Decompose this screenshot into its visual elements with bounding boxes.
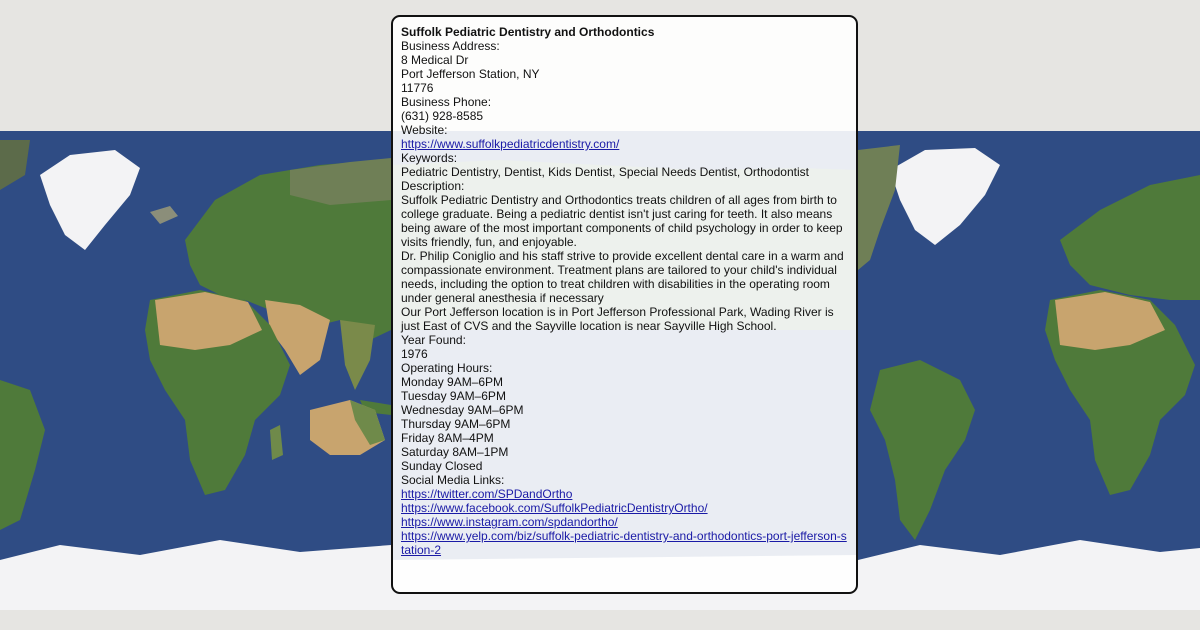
hours-monday: Monday 9AM–6PM	[401, 375, 504, 389]
address-line2: Port Jefferson Station, NY	[401, 67, 540, 81]
business-name: Suffolk Pediatric Dentistry and Orthodontics	[401, 25, 655, 39]
yelp-link[interactable]: https://www.yelp.com/biz/suffolk-pediatric-dentistry-and-orthodontics-port-jefferson-station-2	[401, 529, 847, 557]
description-paragraph-2: Dr. Philip Coniglio and his staff strive to provide excellent dental care in a warm and compassionate environment. Treatment plans are tailored to your child's individual needs, including the option to treat children with disabilities in the operating room under general anesthesia if necessary	[401, 249, 844, 305]
phone-number: (631) 928-8585	[401, 109, 484, 123]
hours-saturday: Saturday 8AM–1PM	[401, 445, 509, 459]
social-label: Social Media Links:	[401, 473, 505, 487]
website-link[interactable]: https://www.suffolkpediatricdentistry.com/	[401, 137, 620, 151]
business-info-card	[391, 15, 858, 594]
description-label: Description:	[401, 179, 465, 193]
hours-friday: Friday 8AM–4PM	[401, 431, 494, 445]
keywords-text: Pediatric Dentistry, Dentist, Kids Dentist, Special Needs Dentist, Orthodontist	[401, 165, 809, 179]
hours-sunday: Sunday Closed	[401, 459, 483, 473]
keywords-label: Keywords:	[401, 151, 458, 165]
hours-label: Operating Hours:	[401, 361, 493, 375]
address-label: Business Address:	[401, 39, 500, 53]
address-line1: 8 Medical Dr	[401, 53, 469, 67]
hours-tuesday: Tuesday 9AM–6PM	[401, 389, 506, 403]
hours-thursday: Thursday 9AM–6PM	[401, 417, 511, 431]
instagram-link[interactable]: https://www.instagram.com/spdandortho/	[401, 515, 618, 529]
year-founded: 1976	[401, 347, 428, 361]
map-bottom-blank	[0, 610, 1200, 630]
twitter-link[interactable]: https://twitter.com/SPDandOrtho	[401, 487, 573, 501]
facebook-link[interactable]: https://www.facebook.com/SuffolkPediatricDentistryOrtho/	[401, 501, 708, 515]
year-label: Year Found:	[401, 333, 466, 347]
description-paragraph-3: Our Port Jefferson location is in Port Jefferson Professional Park, Wading River is just East of CVS and the Sayville location is near Sayville High School.	[401, 305, 834, 333]
website-label: Website:	[401, 123, 448, 137]
zip-code: 11776	[401, 81, 434, 95]
hours-wednesday: Wednesday 9AM–6PM	[401, 403, 524, 417]
description-paragraph-1: Suffolk Pediatric Dentistry and Orthodontics treats children of all ages from birth to college graduate. Being a pediatric dentist isn't just caring for teeth. It also means being aware of the most important components of child psychology in order to keep visits friendly, fun, and enjoyable.	[401, 193, 843, 249]
phone-label: Business Phone:	[401, 95, 492, 109]
